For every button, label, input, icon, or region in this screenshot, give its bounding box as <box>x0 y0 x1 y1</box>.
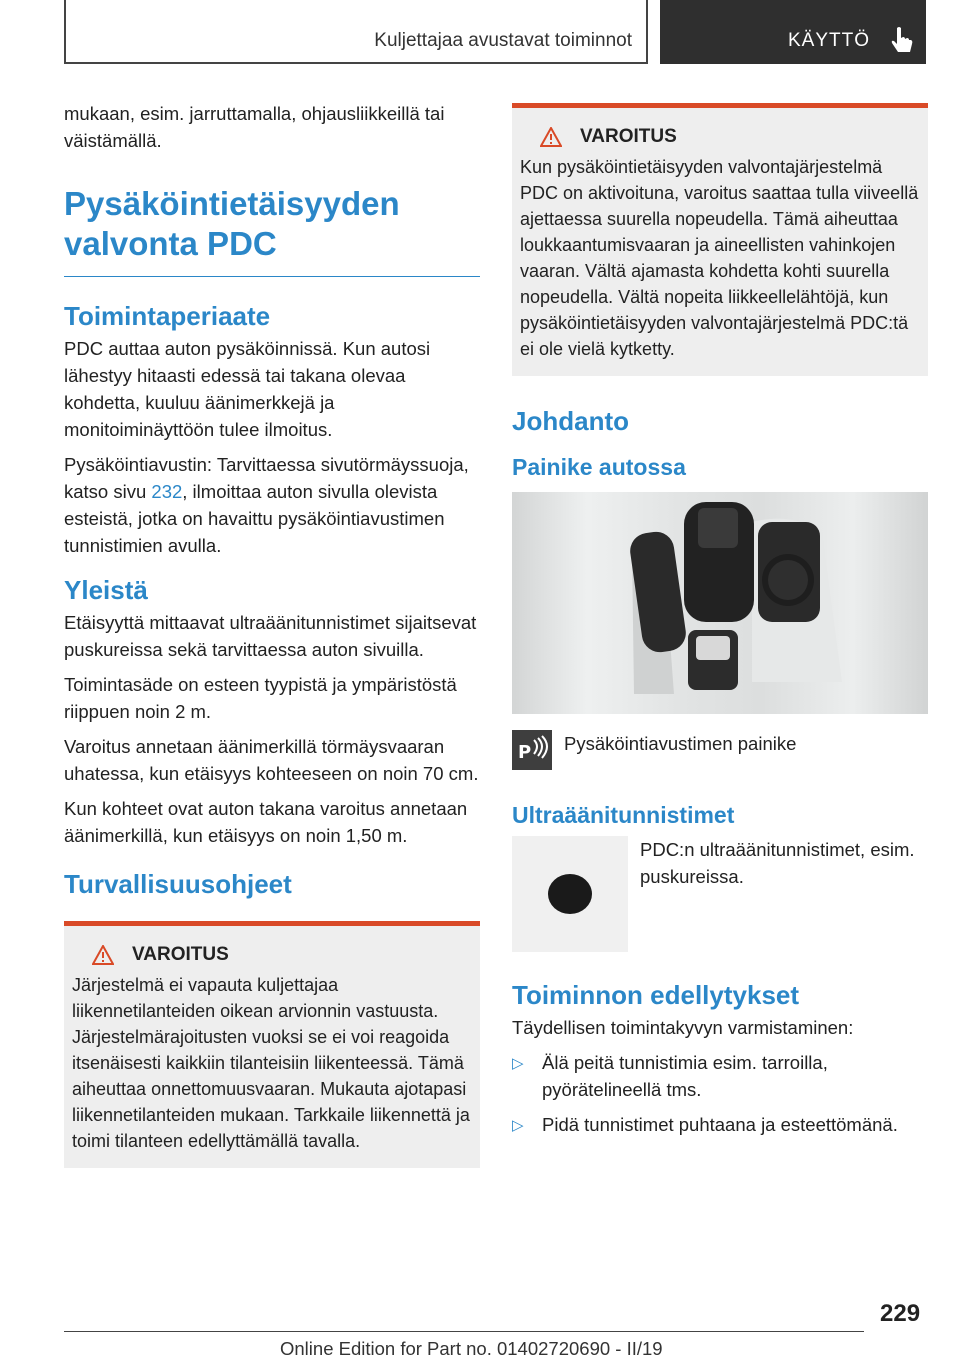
principle-paragraph-2: Pysäköintiavustin: Tarvittaessa sivutörmäyssuoja, katso sivu 232, ilmoittaa auton sivulla olevista esteistä, jotka on havaittu pysäköintiavustimen tunnistimien avulla. <box>64 454 469 556</box>
safety-heading: Turvallisuusohjeet <box>64 869 292 899</box>
sensors-text: PDC:n ultraäänitunnistimet, esim. puskureissa. <box>640 839 915 887</box>
button-caption: Pysäköintiavustimen painike <box>564 733 797 754</box>
warning-triangle-icon <box>92 945 114 965</box>
intro-heading: Johdanto <box>512 406 629 436</box>
general-heading: Yleistä <box>64 575 148 605</box>
svg-text:P: P <box>518 742 532 763</box>
left-column <box>64 100 480 1168</box>
principle-paragraph-1: PDC auttaa auton pysäköinnissä. Kun autosi lähestyy hitaasti edessä tai takana olevaa kohdetta, kuuluu äänimerkkejä ja monitoiminäyttöön tulee ilmoitus. <box>64 338 431 440</box>
list-item: ▷ Pidä tunnistimet puhtaana ja esteettömänä. <box>512 1111 928 1138</box>
bullet-triangle-icon: ▷ <box>512 1055 524 1072</box>
general-paragraph-2: Toimintasäde on esteen tyypistä ja ympäristöstä riippuen noin 2 m. <box>64 674 457 722</box>
warning-title: VAROITUS <box>520 126 920 148</box>
warning-box <box>64 921 480 1168</box>
page-number: 229 <box>880 1300 921 1327</box>
sensors-row <box>512 836 928 952</box>
button-caption-row <box>512 730 928 770</box>
ultrasonic-sensor-image <box>512 836 628 952</box>
footer-divider <box>64 1331 864 1332</box>
principle-heading: Toimintaperiaate <box>64 301 271 331</box>
button-heading: Painike autossa <box>512 454 686 480</box>
warning-text: Järjestelmä ei vapauta kuljettajaa liikennetilanteiden oikean arvionnin vastuusta. Järjestelmärajoitusten vuoksi se ei voi reagoida itsenäisesti kaikkiin tilanteisiin liikenteessä. Tämä aiheuttaa onnettomuusvaaran. Mukauta ajotapasi liikennetilanteiden mukaan. Tarkkaile liikennettä ja toimi tilanteen edellyttämällä tavalla. <box>72 975 470 1151</box>
sensors-heading: Ultraäänitunnistimet <box>512 802 735 828</box>
warning-box <box>512 103 928 376</box>
requirements-intro: Täydellisen toimintakyvyn varmistaminen: <box>512 1017 854 1038</box>
parking-assist-icon <box>512 730 552 770</box>
page-title: Pysäköintietäisyyden valvonta PDC <box>64 185 400 262</box>
page-reference-link[interactable]: 232 <box>151 481 183 502</box>
general-paragraph-3: Varoitus annetaan äänimerkillä törmäysvaaran uhatessa, kun etäisyys kohteeseen on noin 70 cm. <box>64 736 479 784</box>
bullet-triangle-icon: ▷ <box>512 1117 524 1134</box>
header-chapter-title: KÄYTTÖ <box>788 30 871 51</box>
requirements-list <box>512 1049 928 1138</box>
title-divider <box>64 276 480 277</box>
header-section-tab <box>64 0 648 64</box>
general-paragraph-1: Etäisyyttä mittaavat ultraäänitunnistimet sijaitsevat puskureissa sekä tarvittaessa auton sivuilla. <box>64 612 477 660</box>
center-console-photo <box>512 492 928 714</box>
footer-edition: Online Edition for Part no. 01402720690 - II/19 <box>280 1338 663 1359</box>
right-column <box>512 103 928 1146</box>
header-section-title: Kuljettajaa avustavat toiminnot <box>374 30 632 51</box>
warning-text: Kun pysäköintietäisyyden valvontajärjestelmä PDC on aktivoituna, varoitus saattaa tulla viiveellä ajettaessa suurella nopeudella. Tämä aiheuttaa loukkaantumisvaaran ja aineellisten vahinkojen vaaran. Vältä ajamasta kohdetta kohti suurella nopeudella. Vältä nopeita liikkeellelähtöjä, kun pysäköintietäisyyden valvontajärjestelmä PDC:tä ei ole vielä kytketty. <box>520 157 919 359</box>
warning-triangle-icon <box>540 127 562 147</box>
requirements-heading: Toiminnon edellytykset <box>512 980 800 1010</box>
general-paragraph-4: Kun kohteet ovat auton takana varoitus annetaan äänimerkillä, kun etäisyys on noin 1,50 m. <box>64 798 468 846</box>
list-item: ▷ Älä peitä tunnistimia esim. tarroilla, pyörätelineellä tms. <box>512 1052 828 1100</box>
intro-paragraph: mukaan, esim. jarruttamalla, ohjausliikkeillä tai väistämällä. <box>64 103 445 151</box>
warning-title: VAROITUS <box>72 944 472 966</box>
header-chapter-tab <box>660 0 926 64</box>
pointing-hand-icon <box>888 26 914 54</box>
